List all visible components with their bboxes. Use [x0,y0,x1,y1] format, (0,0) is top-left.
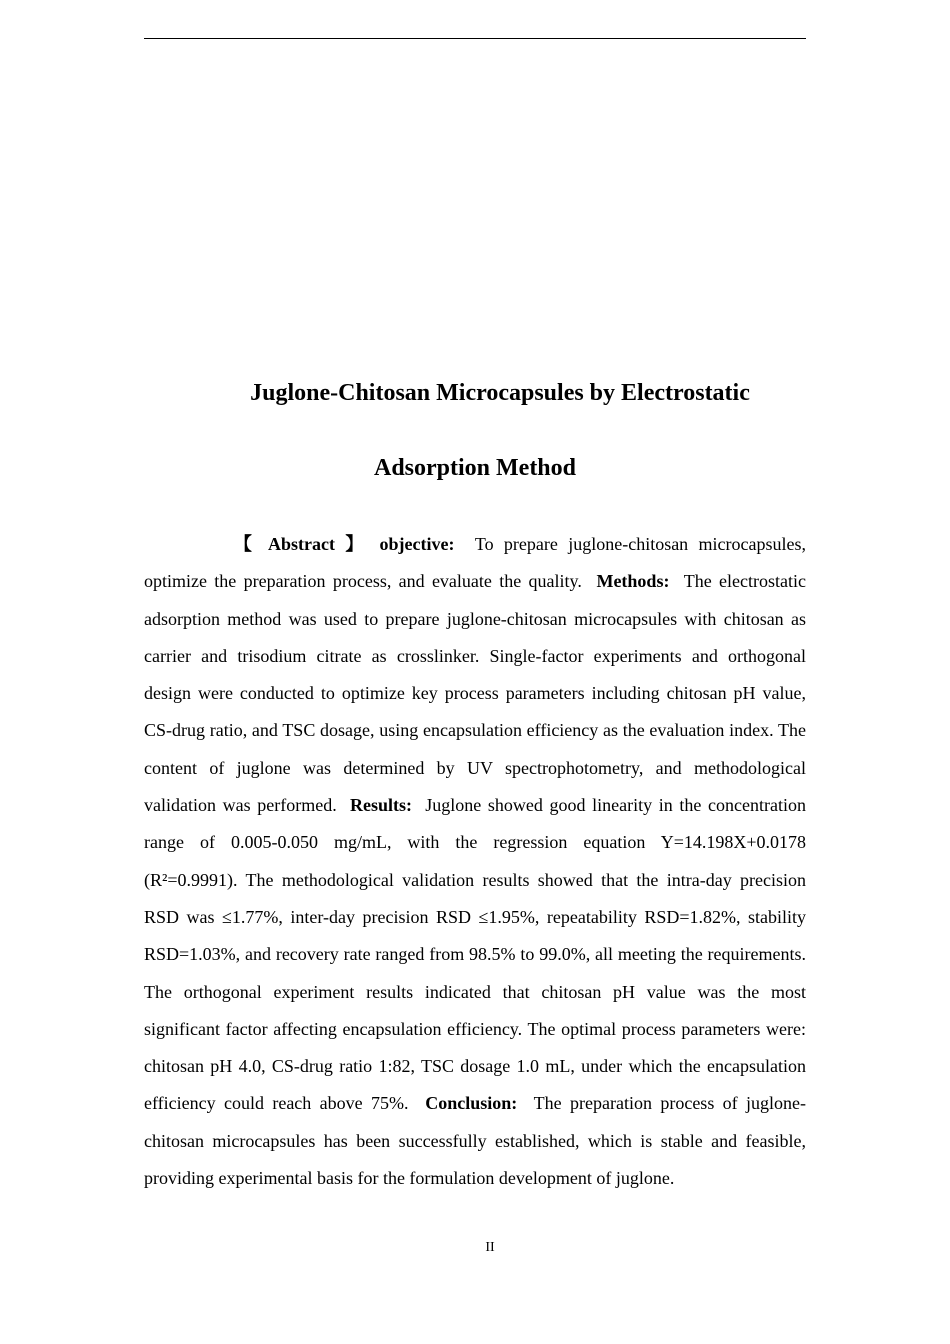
header-rule [144,38,806,39]
results-text: Juglone showed good linearity in the concentration range of 0.005-0.050 mg/mL, with the regression equation Y=14.198X+0.0178 (R²=0.9991). The methodological validation results showed that the intra-day precision RSD was ≤1.77%, inter-day precision RSD ≤1.95%, repeatability RSD=1.82%, stability RSD=1.03%, and recovery rate ranged from 98.5% to 99.0%, all meeting the requirements. The orthogonal experiment results indicated that chitosan pH value was the most significant factor affecting encapsulation efficiency. The optimal process parameters were: chitosan pH 4.0, CS-drug ratio 1:82, TSC dosage 1.0 mL, under which the encapsulation efficiency could reach above 75%. [144,795,807,1114]
results-label: Results: [350,795,412,816]
objective-label: objective: [379,534,455,554]
methods-text: The electrostatic adsorption method was used to prepare juglone-chitosan microcapsules with chitosan as carrier and trisodium citrate as crosslinker. Single-factor experiments and orthogonal design were conducted to optimize key process parameters including chitosan pH value, CS-drug ratio, and TSC dosage, using encapsulation efficiency as the evaluation index. The content of juglone was determined by UV spectrophotometry, and methodological validation was performed. [144,571,806,816]
abstract-label: 【 Abstract 】 [228,534,370,554]
methods-label: Methods: [596,571,670,592]
objective-text: To prepare juglone-chitosan microcapsules, optimize the preparation process, and evaluate the quality. [144,534,806,592]
conclusion-text: The preparation process of juglone-chitosan microcapsules has been successfully established, which is stable and feasible, providing experimental basis for the formulation development of juglone. [144,1093,807,1189]
page-number: II [485,1240,495,1255]
title-line-1: Juglone-Chitosan Microcapsules by Electrostatic [250,380,750,406]
title-line-2: Adsorption Method [373,455,577,481]
conclusion-label: Conclusion: [425,1093,518,1114]
abstract-paragraph [144,526,806,1197]
